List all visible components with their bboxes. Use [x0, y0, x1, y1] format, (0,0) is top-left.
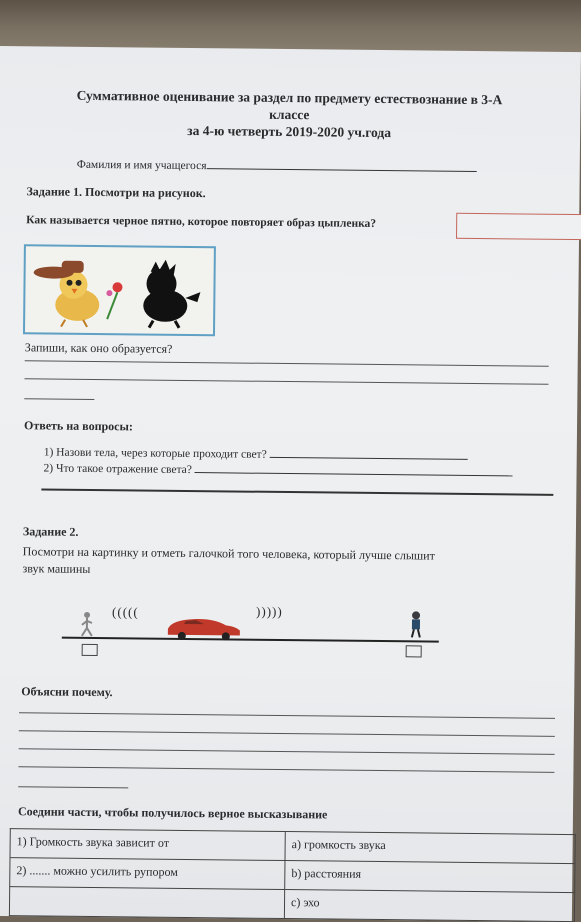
question-number: 2) — [43, 462, 54, 475]
task1-write-prompt: Запиши, как оно образуется? — [24, 340, 173, 356]
question-text: Что такое отражение света? — [55, 462, 192, 477]
question-item-1 — [44, 444, 468, 462]
question-1-answer-field[interactable] — [270, 447, 468, 460]
title-line-3: за 4-ю четверть 2019-2020 уч.года — [187, 122, 392, 141]
task1-question: Как называется черное пятно, которое повторяет образ цыпленка? — [26, 214, 377, 230]
match-table — [9, 828, 576, 922]
match-left-cell[interactable]: 2) ....... можно усилить рупором — [10, 858, 285, 890]
student-name-label: Фамилия и имя учащегося — [76, 158, 207, 173]
match-right-cell[interactable]: b) расстояния — [285, 861, 575, 893]
answer-line-2[interactable] — [25, 378, 549, 384]
worksheet-page — [0, 46, 581, 922]
question-number: 1) — [43, 446, 54, 459]
table-row — [9, 887, 574, 922]
match-right-cell[interactable]: c) эхо — [284, 890, 574, 922]
explain-line-3[interactable] — [19, 748, 555, 755]
answer-line-3[interactable] — [24, 398, 94, 400]
task1-answer-box[interactable] — [456, 213, 581, 240]
chick-and-shadow-picture — [23, 244, 216, 336]
answer-line-1[interactable] — [25, 360, 549, 366]
right-person-checkbox[interactable] — [406, 645, 422, 657]
task1-answer-heading: Ответь на вопросы: — [23, 418, 133, 434]
question-text: Назови тела, через которые проходит свет? — [56, 446, 267, 461]
match-left-cell[interactable] — [9, 887, 284, 919]
page-title — [29, 86, 550, 142]
title-line-1: Суммативное оценивание за раздел по предмету естествознание в 3-А — [76, 87, 503, 108]
title-line-2: классе — [269, 106, 310, 123]
car-sound-scene — [54, 602, 455, 666]
match-heading: Соедини части, чтобы получилось верное высказывание — [17, 804, 328, 822]
question-2-extra-line[interactable] — [41, 488, 553, 495]
task2-explain-heading: Объясни почему. — [21, 684, 113, 700]
left-person-checkbox[interactable] — [82, 644, 98, 656]
explain-line-5[interactable] — [18, 786, 128, 788]
match-right-cell[interactable]: а) громкость звука — [285, 832, 575, 864]
task1-heading: Задание 1. Посмотри на рисунок. — [26, 184, 206, 201]
sound-waves-right: ))))) — [256, 603, 283, 619]
sound-waves-left: ((((( — [112, 604, 139, 620]
student-name-field[interactable] — [206, 157, 476, 172]
explain-line-2[interactable] — [19, 730, 555, 737]
question-item-2 — [44, 460, 513, 479]
question-2-answer-field[interactable] — [195, 462, 513, 476]
task2-heading: Задание 2. — [22, 524, 79, 539]
task2-instruction-line-2: звук машины — [22, 561, 91, 576]
student-name-line — [77, 156, 477, 175]
explain-line-1[interactable] — [19, 712, 555, 719]
task2-instruction-line-1: Посмотри на картинку и отметь галочкой того человека, который лучше слышит — [22, 544, 435, 563]
explain-line-4[interactable] — [18, 766, 554, 773]
match-left-cell[interactable]: 1) Громкость звука зависит от — [10, 829, 285, 861]
